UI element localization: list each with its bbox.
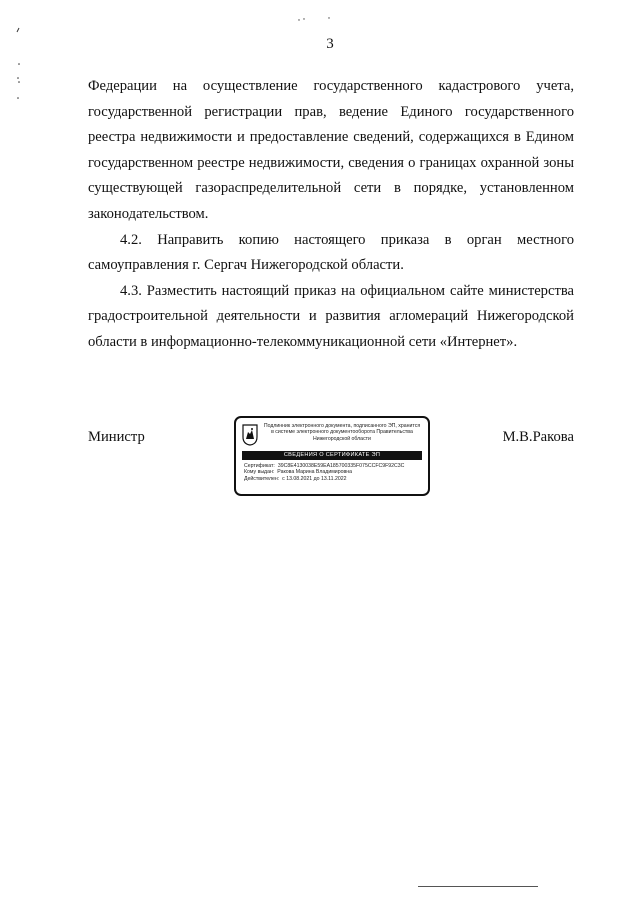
paragraph-continuation: Федерации на осуществление государственного кадастрового учета, государственной регистрации прав, ведение Единого государственного реестра недвижимости и предоставление сведений, содержащихся в Едином государственном реестре недвижимости, сведения о границах охранной зоны существующей газораспределительной сети в порядке, установленном законодательством. <box>88 78 574 222</box>
stamp-details <box>244 463 422 482</box>
document-body <box>88 74 574 356</box>
signature-block <box>88 416 574 500</box>
stamp-header <box>242 423 422 451</box>
certificate-label: Сертификат: <box>244 463 275 469</box>
stamp-notice: Подлинник электронного документа, подписанного ЭП, хранится в системе электронного документооборота Правительства Нижегородской области <box>263 423 421 442</box>
coat-of-arms-icon <box>242 424 258 446</box>
electronic-signature-stamp <box>234 416 430 496</box>
paragraph-4-3: 4.3. Разместить настоящий приказ на официальном сайте министерства градостроительной деятельности и развития агломераций Нижегородской области в информационно-телекоммуникационной сети «Интернет». <box>88 282 574 350</box>
validity-label: Действителен: <box>244 475 280 482</box>
validity-value: с 13.08.2021 до 13.11.2022 <box>282 475 347 482</box>
paragraph-4-2: 4.2. Направить копию настоящего приказа в орган местного самоуправления г. Сергач Нижегородской области. <box>88 231 574 274</box>
signer-name: М.В.Ракова <box>502 429 574 445</box>
issued-to-label: Кому выдан: <box>244 469 275 476</box>
signer-role: Министр <box>88 429 145 445</box>
validity-line <box>244 476 422 482</box>
certificate-value: 39C8E4130038E59EA185700335F075CCFC9F92C3C <box>277 463 405 469</box>
stamp-banner: СВЕДЕНИЯ О СЕРТИФИКАТЕ ЭП <box>242 451 422 460</box>
scan-artifact-top <box>296 14 336 24</box>
page-number: 3 <box>326 36 334 52</box>
scan-specks-top-icon <box>296 14 336 24</box>
issued-to-value: Ракова Марина Владимировна <box>277 469 352 476</box>
footer-rule <box>418 886 538 887</box>
